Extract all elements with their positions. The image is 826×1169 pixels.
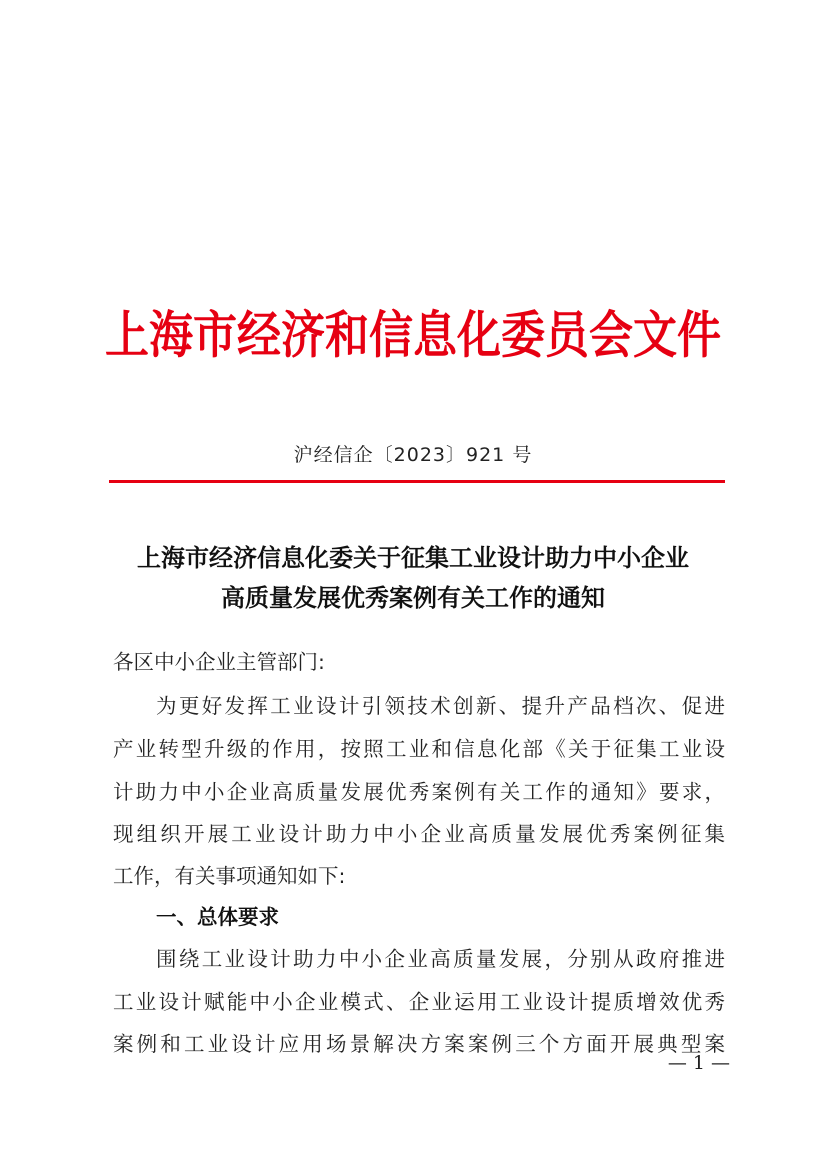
document-number: 沪经信企〔2023〕921 号 <box>293 444 533 466</box>
notice-title-line-2: 高质量发展优秀案例有关工作的通知 <box>221 583 605 612</box>
paragraph-2-line: 案例和工业设计应用场景解决方案案例三个方面开展典型案 <box>113 1032 725 1056</box>
paragraph-1-line: 现组织开展工业设计助力中小企业高质量发展优秀案例征集 <box>113 822 725 846</box>
notice-title-line-1: 上海市经济信息化委关于征集工业设计助力中小企业 <box>137 543 689 572</box>
section-heading: 一、总体要求 <box>156 905 279 929</box>
paragraph-1-line: 计助力中小企业高质量发展优秀案例有关工作的通知》要求， <box>113 780 725 804</box>
paragraph-2-line: 工业设计赋能中小企业模式、企业运用工业设计提质增效优秀 <box>113 990 725 1014</box>
masthead-title: 上海市经济和信息化委员会文件 <box>105 306 721 365</box>
addressee: 各区中小企业主管部门: <box>113 650 325 674</box>
paragraph-1-line: 产业转型升级的作用，按照工业和信息化部《关于征集工业设 <box>113 737 725 761</box>
paragraph-2-line: 围绕工业设计助力中小企业高质量发展，分别从政府推进 <box>156 947 725 971</box>
paragraph-1-line: 为更好发挥工业设计引领技术创新、提升产品档次、促进 <box>156 694 725 718</box>
page-number: — 1 — <box>667 1052 730 1074</box>
red-divider-line <box>109 480 725 483</box>
paragraph-1-line: 工作，有关事项通知如下: <box>113 864 346 888</box>
